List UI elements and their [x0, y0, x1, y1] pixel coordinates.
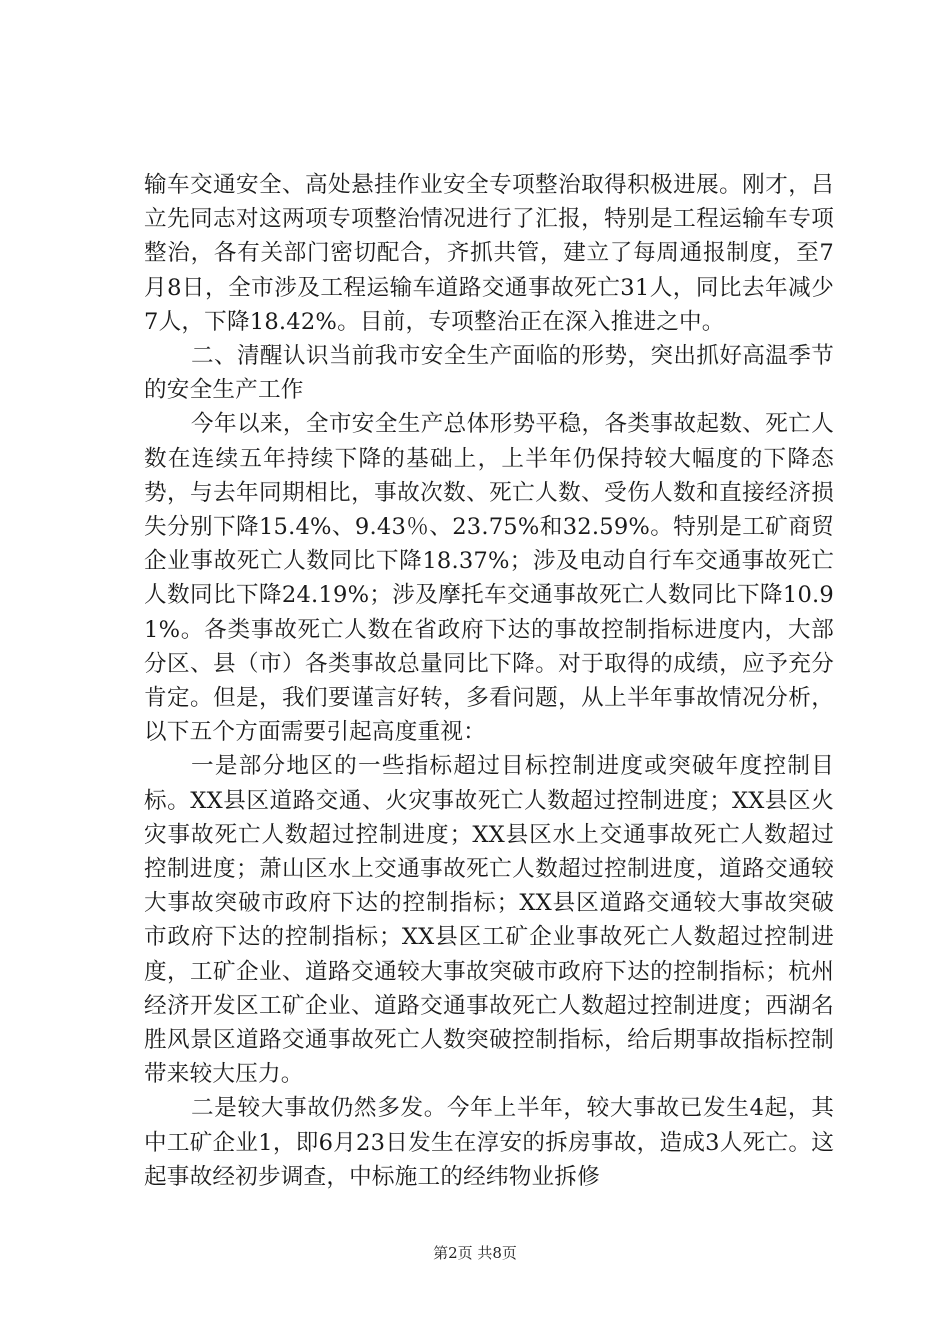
paragraph-point-two: 二是较大事故仍然多发。今年上半年，较大事故已发生4起，其中工矿企业1，即6月23日发生在淳安的拆房事故，造成3人死亡。这起事故经初步调查，中标施工的经纬物业拆修: [144, 1095, 834, 1190]
page-footer: 第2页 共8页: [433, 1244, 517, 1262]
document-body: [144, 168, 834, 1194]
paragraph-point-one: 一是部分地区的一些指标超过目标控制进度或突破年度控制目标。XX县区道路交通、火灾事故死亡人数超过控制进度；XX县区火灾事故死亡人数超过控制进度；XX县区水上交通事故死亡人数超过控制进度；萧山区水上交通事故死亡人数超过控制进度，道路交通较大事故突破市政府下达的控制指标；XX县区道路交通较大事故突破市政府下达的控制指标；XX县区工矿企业事故死亡人数超过控制进度，工矿企业、道路交通较大事故突破市政府下达的控制指标；杭州经济开发区工矿企业、道路交通事故死亡人数超过控制进度；西湖名胜风景区道路交通事故死亡人数突破控制指标，给后期事故指标控制带来较大压力。: [144, 753, 834, 1088]
paragraph-continuation: 输车交通安全、高处悬挂作业安全专项整治取得积极进展。刚才，吕立先同志对这两项专项整治情况进行了汇报，特别是工程运输车专项整治，各有关部门密切配合，齐抓共管，建立了每周通报制度，至7月8日，全市涉及工程运输车道路交通事故死亡31人，同比去年减少7人，下降18.42%。目前，专项整治正在深入推进之中。: [144, 172, 834, 335]
paragraph-situation: 今年以来，全市安全生产总体形势平稳，各类事故起数、死亡人数在连续五年持续下降的基础上，上半年仍保持较大幅度的下降态势，与去年同期相比，事故次数、死亡人数、受伤人数和直接经济损失分别下降15.4%、9.43％、23.75%和32.59%。特别是工矿商贸企业事故死亡人数同比下降18.37%；涉及电动自行车交通事故死亡人数同比下降24.19%；涉及摩托车交通事故死亡人数同比下降10.91%。各类事故死亡人数在省政府下达的事故控制指标进度内，大部分区、县（市）各类事故总量同比下降。对于取得的成绩，应予充分肯定。但是，我们要谨言好转，多看问题，从上半年事故情况分析，以下五个方面需要引起高度重视：: [144, 411, 834, 746]
section-heading: 二、清醒认识当前我市安全生产面临的形势，突出抓好高温季节的安全生产工作: [144, 343, 834, 404]
